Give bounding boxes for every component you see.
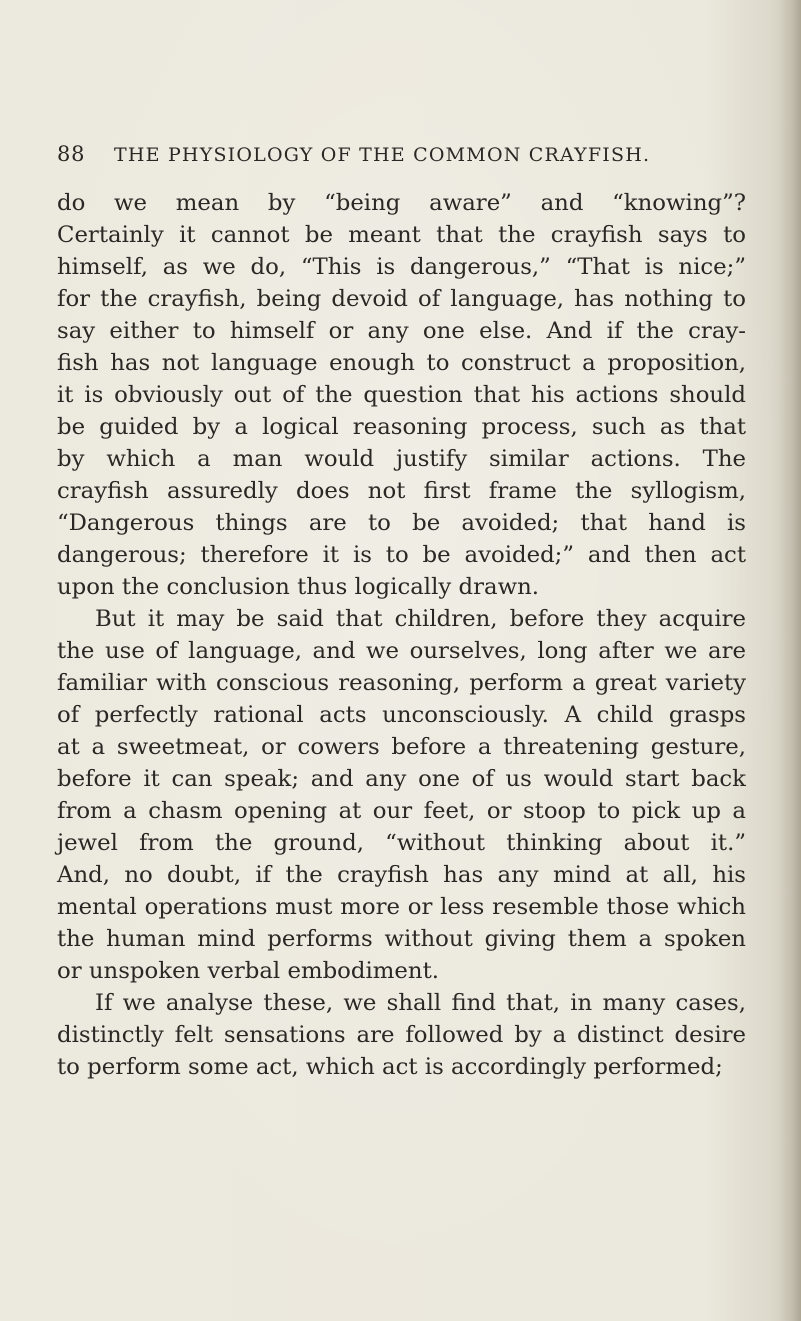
text-line: the human mind performs without giving them a spoken <box>57 926 746 952</box>
text-line: himself, as we do, “This is dangerous,” “That is nice;” <box>57 254 746 280</box>
text-line: say either to himself or any one else. And if the cray- <box>57 318 746 344</box>
text-line: fish has not language enough to construct a proposition, <box>57 350 746 376</box>
text-line: familiar with conscious reasoning, perform a great variety <box>57 670 746 696</box>
text-line: upon the conclusion thus logically drawn. <box>57 574 540 600</box>
body-text <box>57 187 746 1083</box>
text-line: to perform some act, which act is accordingly performed; <box>57 1054 723 1080</box>
text-line: for the crayfish, being devoid of language, has nothing to <box>57 286 746 312</box>
text-line: If we analyse these, we shall find that, in many cases, <box>95 990 746 1016</box>
text-line: before it can speak; and any one of us would start back <box>57 766 746 792</box>
running-title: THE PHYSIOLOGY OF THE COMMON CRAYFISH. <box>114 144 651 166</box>
text-line: Certainly it cannot be meant that the crayfish says to <box>57 222 746 248</box>
text-line: from a chasm opening at our feet, or stoop to pick up a <box>57 798 746 824</box>
text-line: And, no doubt, if the crayfish has any mind at all, his <box>57 862 746 888</box>
text-line: it is obviously out of the question that his actions should <box>57 382 746 408</box>
text-line: crayfish assuredly does not first frame the syllogism, <box>57 478 746 504</box>
text-line: be guided by a logical reasoning process, such as that <box>57 414 746 440</box>
page-edge-shadow <box>779 0 801 1321</box>
text-line: or unspoken verbal embodiment. <box>57 958 439 984</box>
text-line: by which a man would justify similar actions. The <box>57 446 746 472</box>
text-line: the use of language, and we ourselves, long after we are <box>57 638 746 664</box>
running-head <box>57 142 757 166</box>
text-line: But it may be said that children, before they acquire <box>95 606 746 632</box>
page-number: 88 <box>57 142 86 166</box>
text-line: distinctly felt sensations are followed by a distinct desire <box>57 1022 746 1048</box>
text-line: mental operations must more or less resemble those which <box>57 894 746 920</box>
text-line: dangerous; therefore it is to be avoided;” and then act <box>57 542 746 568</box>
text-line: do we mean by “being aware” and “knowing”? <box>57 190 746 216</box>
text-line: jewel from the ground, “without thinking about it.” <box>57 830 746 856</box>
text-line: “Dangerous things are to be avoided; that hand is <box>57 510 746 536</box>
text-line: at a sweetmeat, or cowers before a threatening gesture, <box>57 734 746 760</box>
text-line: of perfectly rational acts unconsciously. A child grasps <box>57 702 746 728</box>
